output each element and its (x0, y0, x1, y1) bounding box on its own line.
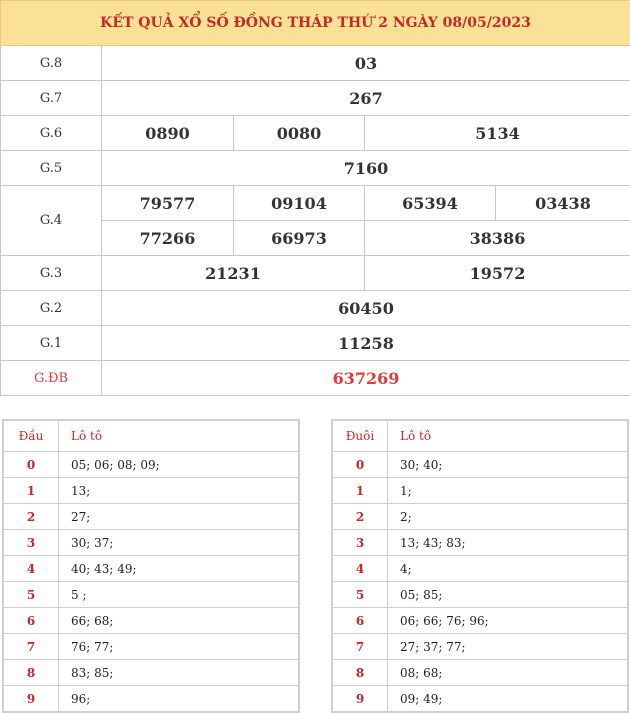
loto-key: 6 (332, 608, 388, 634)
prize-label: G.2 (1, 291, 102, 326)
loto-key: 9 (3, 686, 59, 713)
loto-values: 13; (59, 478, 300, 504)
loto-values: 96; (59, 686, 300, 713)
loto-row (332, 608, 628, 634)
loto-row (3, 634, 299, 660)
loto-key: 1 (332, 478, 388, 504)
loto-row (3, 452, 299, 478)
loto-key: 3 (3, 530, 59, 556)
loto-key: 2 (332, 504, 388, 530)
prize-label: G.8 (1, 46, 102, 81)
prize-number: 77266 (102, 221, 234, 256)
prize-number: 66973 (234, 221, 365, 256)
loto-column-header: Lô tô (388, 420, 629, 452)
loto-head-rows (3, 452, 299, 713)
loto-key: 7 (332, 634, 388, 660)
prize-number: 03438 (496, 186, 630, 221)
prize-row-g2 (1, 291, 630, 326)
prize-number: 03 (102, 46, 630, 81)
prize-label: G.7 (1, 81, 102, 116)
loto-head-table (2, 419, 300, 713)
loto-key: 7 (3, 634, 59, 660)
loto-column-header: Lô tô (59, 420, 300, 452)
loto-row (332, 530, 628, 556)
prize-number: 79577 (102, 186, 234, 221)
loto-row (332, 556, 628, 582)
prize-number: 21231 (102, 256, 365, 291)
loto-tail-table (331, 419, 629, 713)
loto-values: 08; 68; (388, 660, 629, 686)
loto-values: 09; 49; (388, 686, 629, 713)
loto-values: 66; 68; (59, 608, 300, 634)
prize-number: 5134 (365, 116, 630, 151)
prize-number: 65394 (365, 186, 496, 221)
prize-number: 0890 (102, 116, 234, 151)
loto-row (332, 686, 628, 713)
loto-values: 76; 77; (59, 634, 300, 660)
loto-key: 0 (3, 452, 59, 478)
loto-row (332, 452, 628, 478)
loto-values: 1; (388, 478, 629, 504)
loto-key: 6 (3, 608, 59, 634)
loto-values: 06; 66; 76; 96; (388, 608, 629, 634)
prize-label: G.3 (1, 256, 102, 291)
prize-number: 11258 (102, 326, 630, 361)
loto-values: 83; 85; (59, 660, 300, 686)
loto-key: 8 (3, 660, 59, 686)
loto-row (3, 530, 299, 556)
loto-key: 5 (332, 582, 388, 608)
loto-row (332, 660, 628, 686)
prize-row-g6 (1, 116, 630, 151)
prize-number: 267 (102, 81, 630, 116)
prize-number: 09104 (234, 186, 365, 221)
loto-key: 2 (3, 504, 59, 530)
loto-row (332, 504, 628, 530)
prize-row-g5 (1, 151, 630, 186)
loto-values: 27; 37; 77; (388, 634, 629, 660)
loto-key: 4 (3, 556, 59, 582)
loto-values: 30; 37; (59, 530, 300, 556)
loto-row (3, 686, 299, 713)
loto-row (3, 504, 299, 530)
prize-label: G.6 (1, 116, 102, 151)
loto-tail-rows (332, 452, 628, 713)
prize-row-g1 (1, 326, 630, 361)
loto-row (3, 582, 299, 608)
loto-key: 9 (332, 686, 388, 713)
loto-key: 5 (3, 582, 59, 608)
loto-row (332, 478, 628, 504)
loto-values: 4; (388, 556, 629, 582)
prize-row-g8 (1, 46, 630, 81)
loto-row (3, 556, 299, 582)
loto-values: 27; (59, 504, 300, 530)
prize-number: 7160 (102, 151, 630, 186)
prize-label: G.5 (1, 151, 102, 186)
loto-row (3, 478, 299, 504)
loto-values: 40; 43; 49; (59, 556, 300, 582)
prize-row-g4 (1, 186, 630, 221)
loto-key: 4 (332, 556, 388, 582)
loto-key: 1 (3, 478, 59, 504)
prize-label: G.4 (1, 186, 102, 256)
loto-values: 2; (388, 504, 629, 530)
prize-row-g7 (1, 81, 630, 116)
results-title: KẾT QUẢ XỔ SỐ ĐỒNG THÁP THỨ 2 NGÀY 08/05/2023 (1, 1, 630, 46)
prize-number: 0080 (234, 116, 365, 151)
loto-row (332, 582, 628, 608)
loto-key: 0 (332, 452, 388, 478)
prize-row-g3 (1, 256, 630, 291)
prize-number: 19572 (365, 256, 630, 291)
prize-label: G.1 (1, 326, 102, 361)
loto-values: 13; 43; 83; (388, 530, 629, 556)
prize-number: 38386 (365, 221, 630, 256)
loto-tail-column-header: Đuôi (332, 420, 388, 452)
loto-values: 05; 06; 08; 09; (59, 452, 300, 478)
loto-head-column-header: Đầu (3, 420, 59, 452)
prize-number: 60450 (102, 291, 630, 326)
loto-row (3, 660, 299, 686)
prize-row-special (1, 361, 630, 396)
loto-values: 30; 40; (388, 452, 629, 478)
special-prize-number: 637269 (102, 361, 630, 396)
loto-row (332, 634, 628, 660)
loto-values: 5 ; (59, 582, 300, 608)
loto-values: 05; 85; (388, 582, 629, 608)
loto-key: 3 (332, 530, 388, 556)
loto-row (3, 608, 299, 634)
loto-key: 8 (332, 660, 388, 686)
special-prize-label: G.ĐB (1, 361, 102, 396)
